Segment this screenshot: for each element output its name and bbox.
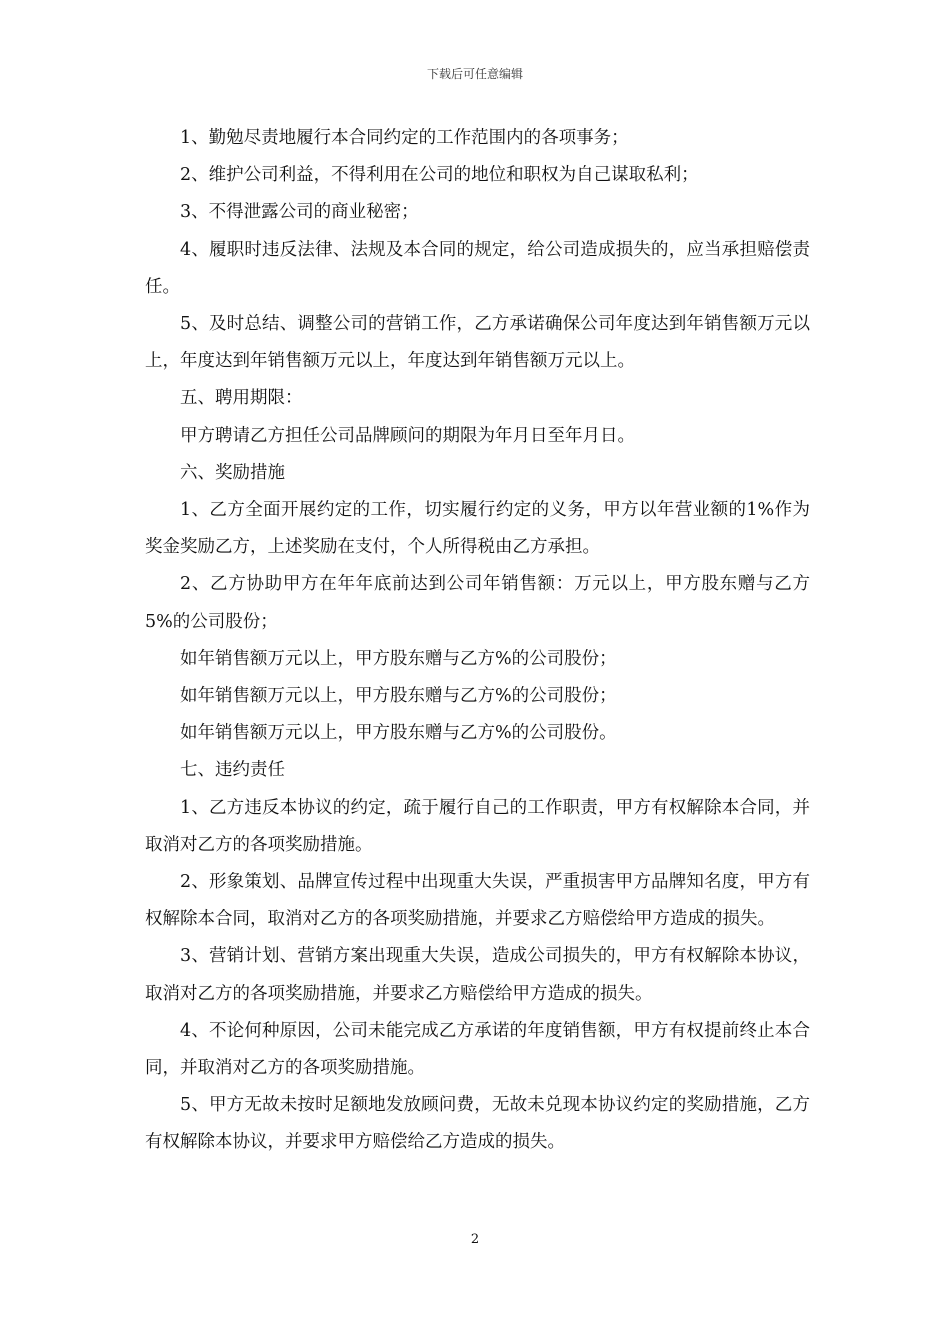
paragraph-reward-2: 2、乙方协助甲方在年年底前达到公司年销售额：万元以上，甲方股东赠与乙方5%的公司股份； bbox=[145, 574, 810, 632]
paragraph-duty-5: 5、及时总结、调整公司的营销工作，乙方承诺确保公司年度达到年销售额万元以上，年度达到年销售额万元以上，年度达到年销售额万元以上。 bbox=[145, 314, 810, 372]
paragraph-breach-1: 1、乙方违反本协议的约定，疏于履行自己的工作职责，甲方有权解除本合同，并取消对乙方的各项奖励措施。 bbox=[145, 797, 810, 855]
paragraph-reward-1: 1、乙方全面开展约定的工作，切实履行约定的义务，甲方以年营业额的1%作为奖金奖励乙方，上述奖励在支付，个人所得税由乙方承担。 bbox=[145, 500, 810, 558]
paragraph-breach-3: 3、营销计划、营销方案出现重大失误，造成公司损失的，甲方有权解除本协议，取消对乙方的各项奖励措施，并要求乙方赔偿给甲方造成的损失。 bbox=[145, 946, 810, 1004]
paragraph-term: 甲方聘请乙方担任公司品牌顾问的期限为年月日至年月日。 bbox=[180, 425, 635, 446]
page-number: 2 bbox=[470, 1232, 480, 1247]
paragraph-breach-2: 2、形象策划、品牌宣传过程中出现重大失误，严重损害甲方品牌知名度，甲方有权解除本合同，取消对乙方的各项奖励措施，并要求乙方赔偿给甲方造成的损失。 bbox=[145, 872, 810, 930]
paragraph-reward-3: 如年销售额万元以上，甲方股东赠与乙方%的公司股份； bbox=[180, 648, 617, 669]
paragraph-duty-4: 4、履职时违反法律、法规及本合同的规定，给公司造成损失的，应当承担赔偿责任。 bbox=[145, 239, 810, 297]
page-header: 下载后可任意编辑 bbox=[426, 67, 523, 81]
paragraph-reward-5: 如年销售额万元以上，甲方股东赠与乙方%的公司股份。 bbox=[180, 723, 617, 744]
paragraph-breach-4: 4、不论何种原因，公司未能完成乙方承诺的年度销售额，甲方有权提前终止本合同，并取消对乙方的各项奖励措施。 bbox=[145, 1020, 810, 1079]
paragraph-duty-2: 2、维护公司利益，不得利用在公司的地位和职权为自己谋取私利； bbox=[180, 165, 699, 186]
paragraph-duty-3: 3、不得泄露公司的商业秘密； bbox=[180, 202, 419, 223]
section-heading-breach: 七、违约责任 bbox=[180, 760, 285, 781]
document-body bbox=[145, 120, 810, 1162]
paragraph-breach-5: 5、甲方无故未按时足额地发放顾问费，无故未兑现本协议约定的奖励措施，乙方有权解除本协议，并要求甲方赔偿给乙方造成的损失。 bbox=[145, 1095, 810, 1153]
section-heading-reward: 六、奖励措施 bbox=[180, 462, 285, 483]
paragraph-duty-1: 1、勤勉尽责地履行本合同约定的工作范围内的各项事务； bbox=[180, 128, 629, 148]
section-heading-term: 五、聘用期限： bbox=[180, 388, 303, 409]
paragraph-reward-4: 如年销售额万元以上，甲方股东赠与乙方%的公司股份； bbox=[180, 686, 617, 707]
